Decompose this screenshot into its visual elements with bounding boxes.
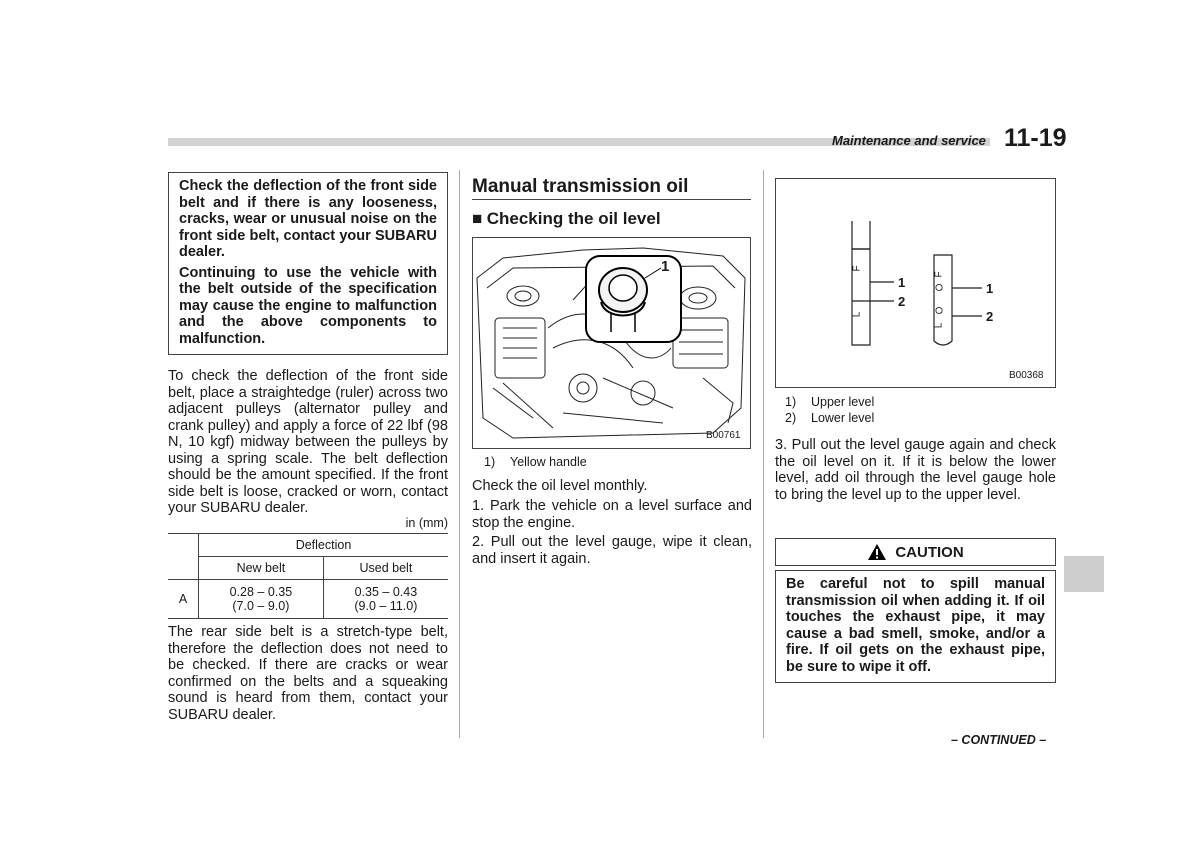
heading-rule <box>472 199 751 200</box>
continued-label: – CONTINUED – <box>951 733 1047 747</box>
warning-box <box>168 172 448 355</box>
figure-code: B00761 <box>706 430 741 441</box>
table-row <box>168 580 448 619</box>
table-cell <box>323 580 448 619</box>
gauge-mark: O <box>934 306 946 315</box>
engine-figure <box>472 237 751 449</box>
callout-number: 2 <box>898 294 906 309</box>
table-row-label: A <box>178 592 188 606</box>
step-item: 1. Park the vehicle on a level surface and stop the engine. <box>472 498 752 531</box>
level-gauge-illustration <box>776 179 1055 387</box>
caution-box <box>775 570 1056 683</box>
page-number: 11-19 <box>1004 124 1067 152</box>
step-item: 2. Pull out the level gauge, wipe it clean, and insert it again. <box>472 534 752 567</box>
warning-paragraph: Continuing to use the vehicle with the belt outside of the specification may cause the engine to malfunction and the above components to malfunction. <box>179 264 437 347</box>
cell-value-in: 0.35 – 0.43 <box>354 585 418 599</box>
section-heading: Manual transmission oil <box>472 176 689 197</box>
caption-text: Lower level <box>811 411 875 425</box>
deflection-table <box>168 533 448 619</box>
subsection-heading <box>472 209 661 229</box>
cell-value-mm: (7.0 – 9.0) <box>232 599 290 613</box>
warning-triangle-icon <box>867 543 887 561</box>
gauge-mark: F <box>933 271 945 278</box>
callout-number: 1 <box>986 281 994 296</box>
cell-value-in: 0.28 – 0.35 <box>229 585 293 599</box>
column-divider <box>763 170 764 738</box>
caution-title: CAUTION <box>895 543 964 561</box>
caption-number: 1) <box>484 455 496 469</box>
callout-number: 1 <box>898 275 906 290</box>
gauge-mark: L <box>933 322 945 329</box>
figure-caption <box>484 454 587 470</box>
caption-number: 2) <box>785 411 797 425</box>
subsection-title: Checking the oil level <box>486 209 661 228</box>
caution-header <box>775 538 1056 566</box>
engine-bay-illustration <box>473 238 750 448</box>
caption-text: Upper level <box>811 395 875 409</box>
figure-caption <box>785 410 874 426</box>
column-divider <box>459 170 460 738</box>
gauge-mark: O <box>934 283 946 292</box>
body-paragraph: The rear side belt is a stretch-type belt, therefore the deflection does not need to be checked. If there are cracks or wear confirmed on the belts and a squeaking sound is heard from them, contact your SUBARU dealer. <box>168 624 448 723</box>
caution-text: Be careful not to spill manual transmission oil when adding it. If oil touches the exhaust pipe, it may cause a bad smell, smoke, and/or a fire. If oil gets on the exhaust pipe, be sure to wipe it off. <box>786 576 1045 675</box>
gauge-mark: L <box>851 311 863 318</box>
unit-label: in (mm) <box>405 516 448 530</box>
caption-number: 1) <box>785 395 797 409</box>
table-column-header: New belt <box>199 557 324 580</box>
cell-value-mm: (9.0 – 11.0) <box>354 599 418 613</box>
callout-number: 1 <box>661 258 670 275</box>
warning-paragraph: Check the deflection of the front side belt and if there is any looseness, cracks, wear or unusual noise on the front side belt, contact your SUBARU dealer. <box>179 178 437 260</box>
gauge-figure <box>775 178 1056 388</box>
body-paragraph: To check the deflection of the front side belt, place a straightedge (ruler) across two adjacent pulleys (alternator pulley and crank pulley) and apply a force of 22 lbf (98 N, 10 kgf) midway between the pulleys by using a spring scale. The belt deflection should be the amount specified. If the front side belt is loose, cracked or worn, contact your SUBARU dealer. <box>168 368 448 516</box>
section-title: Maintenance and service <box>832 133 986 148</box>
body-paragraph: Check the oil level monthly. <box>472 478 648 494</box>
table-group-header: Deflection <box>199 534 449 557</box>
square-bullet-icon: ■ <box>472 209 483 228</box>
table-cell <box>199 580 324 619</box>
caption-text: Yellow handle <box>510 455 587 469</box>
figure-caption <box>785 394 874 410</box>
chapter-tab <box>1064 556 1104 592</box>
table-column-header: Used belt <box>323 557 448 580</box>
gauge-mark: F <box>851 265 863 272</box>
step-item: 3. Pull out the level gauge again and check the oil level on it. If it is below the lower level, add oil through the level gauge hole to bring the level up to the upper level. <box>775 437 1056 503</box>
figure-code: B00368 <box>1009 370 1044 381</box>
callout-number: 2 <box>986 309 994 324</box>
